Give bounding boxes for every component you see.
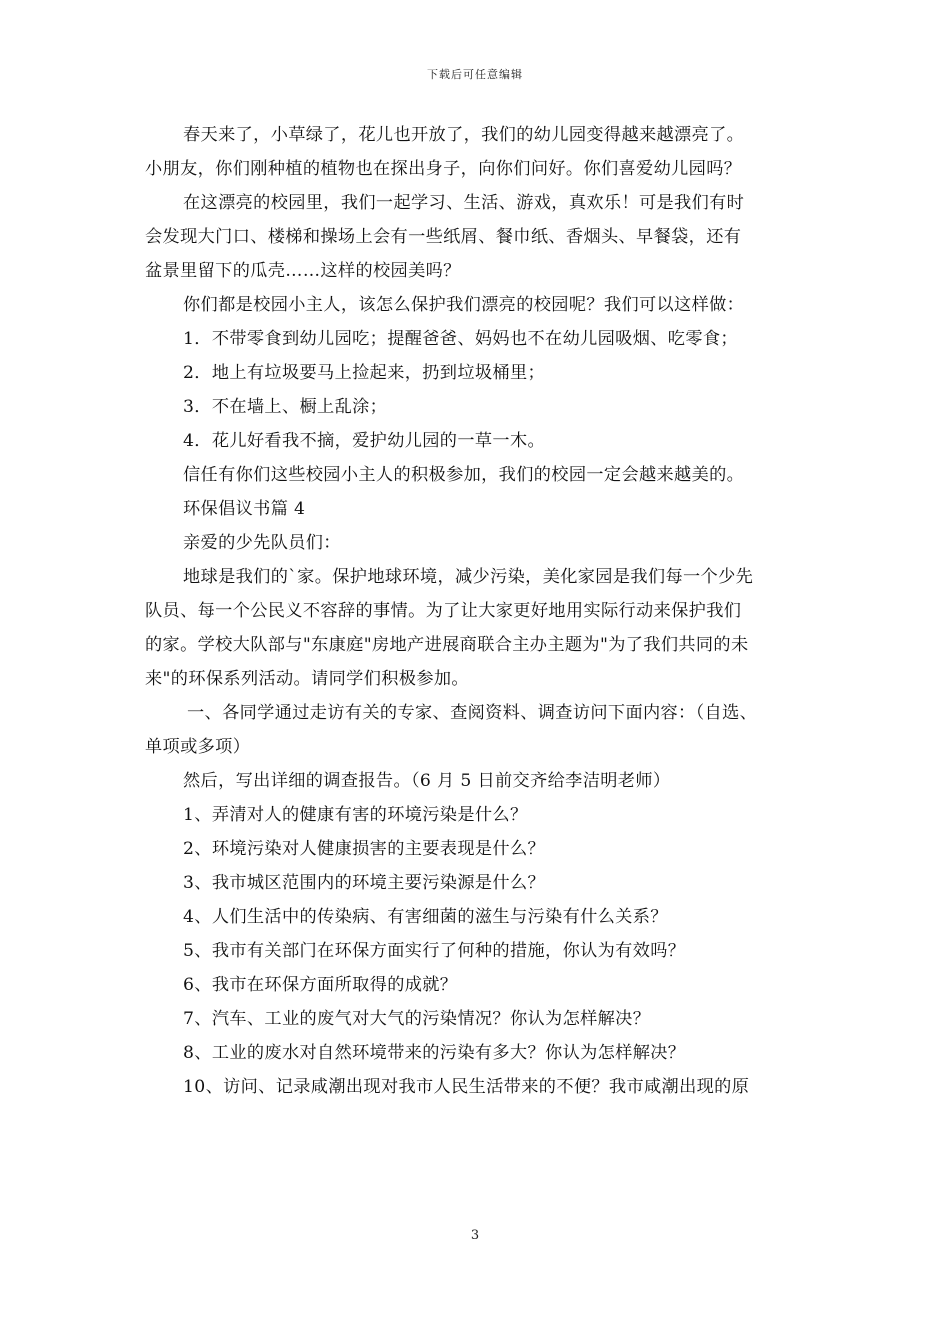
list-item: 8、工业的废水对自然环境带来的污染有多大？你认为怎样解决？	[183, 1043, 686, 1063]
paragraph-line: 你们都是校园小主人，该怎么保护我们漂亮的校园呢？我们可以这样做：	[183, 295, 745, 315]
paragraph-line: 在这漂亮的校园里，我们一起学习、生活、游戏，真欢乐！可是我们有时	[183, 193, 745, 213]
list-item: 3．不在墙上、橱上乱涂；	[183, 397, 388, 417]
paragraph-line: 队员、每一个公民义不容辞的事情。为了让大家更好地用实际行动来保护我们	[145, 601, 742, 621]
paragraph-line: 信任有你们这些校园小主人的积极参加，我们的校园一定会越来越美的。	[183, 465, 745, 485]
page-number: 3	[470, 1228, 480, 1243]
list-item: 2、环境污染对人健康损害的主要表现是什么？	[183, 839, 546, 859]
paragraph-line: 单项或多项）	[145, 737, 251, 757]
list-item: 7、汽车、工业的废气对大气的污染情况？你认为怎样解决？	[183, 1009, 651, 1029]
list-item: 4、人们生活中的传染病、有害细菌的滋生与污染有什么关系？	[183, 907, 668, 927]
list-item: 5、我市有关部门在环保方面实行了何种的措施，你认为有效吗？	[183, 941, 686, 961]
paragraph-line: 然后，写出详细的调查报告。（6 月 5 日前交齐给李洁明老师）	[183, 771, 671, 791]
list-item: 6、我市在环保方面所取得的成就？	[183, 975, 458, 995]
section-heading: 环保倡议书篇 4	[183, 499, 306, 519]
paragraph-line: 小朋友，你们刚种植的植物也在探出身子，向你们问好。你们喜爱幼儿园吗？	[145, 159, 742, 179]
paragraph-line: 会发现大门口、楼梯和操场上会有一些纸屑、餐巾纸、香烟头、早餐袋，还有	[145, 227, 742, 247]
paragraph-line: 来"的环保系列活动。请同学们积极参加。	[145, 669, 469, 689]
document-body	[145, 118, 810, 1104]
paragraph-line: 盆景里留下的瓜壳……这样的校园美吗？	[145, 261, 461, 281]
paragraph-line: 地球是我们的`家。保护地球环境，减少污染，美化家园是我们每一个少先	[183, 567, 754, 587]
list-item: 3、我市城区范围内的环境主要污染源是什么？	[183, 873, 546, 893]
list-item: 4．花儿好看我不摘，爱护幼儿园的一草一木。	[183, 431, 546, 451]
list-item: 1．不带零食到幼儿园吃；提醒爸爸、妈妈也不在幼儿园吸烟、吃零食；	[183, 329, 738, 349]
page-header-note: 下载后可任意编辑	[427, 68, 523, 81]
paragraph-line: 一、各同学通过走访有关的专家、查阅资料、调查访问下面内容：（自选、	[187, 703, 758, 723]
list-item: 10、访问、记录咸潮出现对我市人民生活带来的不便？我市咸潮出现的原	[183, 1077, 750, 1097]
salutation: 亲爱的少先队员们：	[183, 533, 341, 553]
list-item: 1、弄清对人的健康有害的环境污染是什么？	[183, 805, 528, 825]
list-item: 2．地上有垃圾要马上捡起来，扔到垃圾桶里；	[183, 363, 546, 383]
paragraph-line: 春天来了，小草绿了，花儿也开放了，我们的幼儿园变得越来越漂亮了。	[183, 125, 745, 145]
paragraph-line: 的家。学校大队部与"东康庭"房地产进展商联合主办主题为"为了我们共同的未	[145, 635, 749, 655]
